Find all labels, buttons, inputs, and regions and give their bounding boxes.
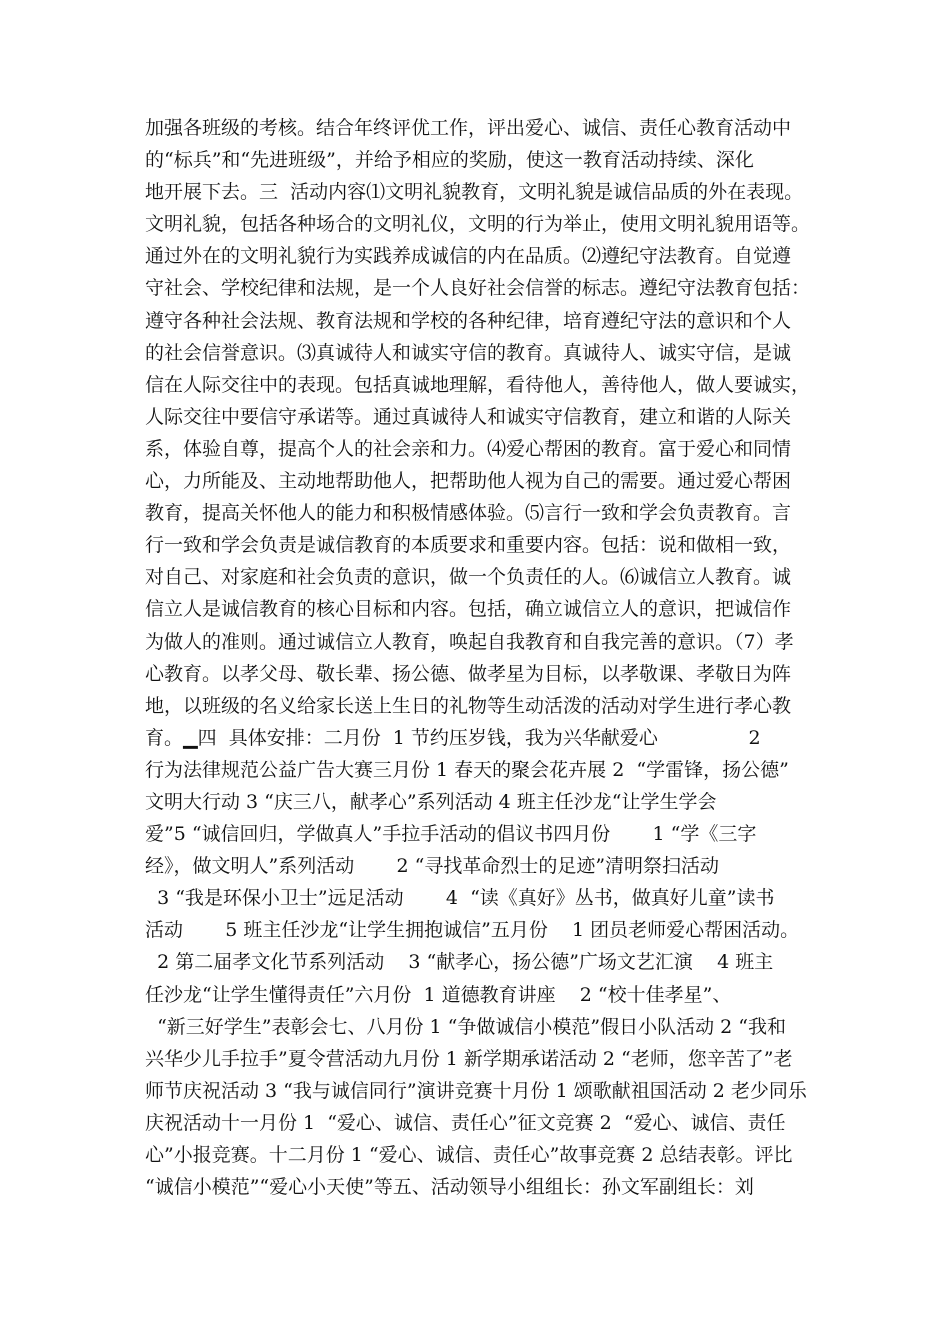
text-line: 的“标兵”和“先进班级”，并给予相应的奖励，使这一教育活动持续、深化 bbox=[145, 149, 754, 172]
text-line: 兴华少儿手拉手”夏令营活动九月份 1 新学期承诺活动 2 “老师，您辛苦了”老 bbox=[145, 1047, 793, 1070]
text-line: 师节庆祝活动 3 “我与诚信同行”演讲竞赛十月份 1 颂歌献祖国活动 2 老少同乐 bbox=[145, 1079, 807, 1102]
document-body bbox=[145, 112, 825, 1203]
text-line: 3 “我是环保小卫士”远足活动 4 “读《真好》丛书，做真好儿童”读书 bbox=[145, 887, 775, 910]
text-line: 活动 5 班主任沙龙“让学生拥抱诚信”五月份 1 团员老师爱心帮困活动。 bbox=[145, 919, 800, 942]
text-line: 爱”5 “诚信回归，学做真人”手拉手活动的倡议书四月份 1 “学《三字 bbox=[145, 823, 757, 846]
text-line: 地，以班级的名义给家长送上生日的礼物等生动活泼的活动对学生进行孝心教 bbox=[145, 694, 792, 717]
text-line: 教育，提高关怀他人的能力和积极情感体验。⑸言行一致和学会负责教育。言 bbox=[145, 502, 792, 525]
text-line: 2 第二届孝文化节系列活动 3 “献孝心，扬公德”广场文艺汇演 4 班主 bbox=[145, 951, 774, 974]
text-line: 文明大行动 3 “庆三八，献孝心”系列活动 4 班主任沙龙“让学生学会 bbox=[145, 790, 717, 813]
text-line: 庆祝活动十一月份 1 “爱心、诚信、责任心”征文竞赛 2 “爱心、诚信、责任 bbox=[145, 1111, 786, 1134]
text-line: 人际交往中要信守承诺等。通过真诚待人和诚实守信教育，建立和谐的人际关 bbox=[145, 405, 792, 428]
text-line: “新三好学生”表彰会七、八月份 1 “争做诚信小模范”假日小队活动 2 “我和 bbox=[145, 1015, 786, 1038]
text-line: 心，力所能及、主动地帮助他人，把帮助他人视为自己的需要。通过爱心帮困 bbox=[145, 470, 792, 493]
text-line: 遵守各种社会法规、教育法规和学校的各种纪律，培育遵纪守法的意识和个人 bbox=[145, 309, 792, 332]
text-line: 为做人的准则。通过诚信立人教育，唤起自我教育和自我完善的意识。（7）孝 bbox=[145, 630, 794, 653]
text-line: 系，体验自尊，提高个人的社会亲和力。⑷爱心帮困的教育。富于爱心和同情 bbox=[145, 437, 792, 460]
text-line: 守社会、学校纪律和法规，是一个人良好社会信誉的标志。遵纪守法教育包括： bbox=[145, 277, 811, 300]
text-line: 行一致和学会负责是诚信教育的本质要求和重要内容。包括：说和做相一致， bbox=[145, 534, 792, 557]
text-line: 行为法律规范公益广告大赛三月份 1 春天的聚会花卉展 2 “学雷锋，扬公德” bbox=[145, 758, 789, 781]
text-line: 对自己、对家庭和社会负责的意识，做一个负责任的人。⑹诚信立人教育。诚 bbox=[145, 566, 792, 589]
text-line: 心教育。以孝父母、敬长辈、扬公德、做孝星为目标，以孝敬课、孝敬日为阵 bbox=[145, 662, 792, 685]
text-line: 育。▁四 具体安排：二月份 1 节约压岁钱，我为兴华献爱心 2 bbox=[145, 726, 761, 749]
text-line: 心”小报竞赛。十二月份 1 “爱心、诚信、责任心”故事竞赛 2 总结表彰。评比 bbox=[145, 1144, 793, 1166]
text-line: 加强各班级的考核。结合年终评优工作，评出爱心、诚信、责任心教育活动中 bbox=[145, 117, 792, 139]
text-line: “诚信小模范”“爱心小天使”等五、活动领导小组组长：孙文军副组长：刘 bbox=[145, 1176, 754, 1199]
text-line: 任沙龙“让学生懂得责任”六月份 1 道德教育讲座 2 “校十佳孝星”、 bbox=[145, 983, 732, 1006]
text-line: 地开展下去。三 活动内容⑴文明礼貌教育，文明礼貌是诚信品质的外在表现。 bbox=[145, 181, 804, 204]
text-line: 文明礼貌，包括各种场合的文明礼仪，文明的行为举止，使用文明礼貌用语等。 bbox=[145, 213, 811, 236]
text-line: 信在人际交往中的表现。包括真诚地理解，看待他人，善待他人，做人要诚实， bbox=[145, 373, 811, 396]
text-line: 通过外在的文明礼貌行为实践养成诚信的内在品质。⑵遵纪守法教育。自觉遵 bbox=[145, 245, 792, 268]
text-line: 信立人是诚信教育的核心目标和内容。包括，确立诚信立人的意识，把诚信作 bbox=[145, 598, 792, 621]
text-line: 的社会信誉意识。⑶真诚待人和诚实守信的教育。真诚待人、诚实守信，是诚 bbox=[145, 341, 792, 364]
text-line: 经》，做文明人”系列活动 2 “寻找革命烈士的足迹”清明祭扫活动 bbox=[145, 855, 720, 878]
